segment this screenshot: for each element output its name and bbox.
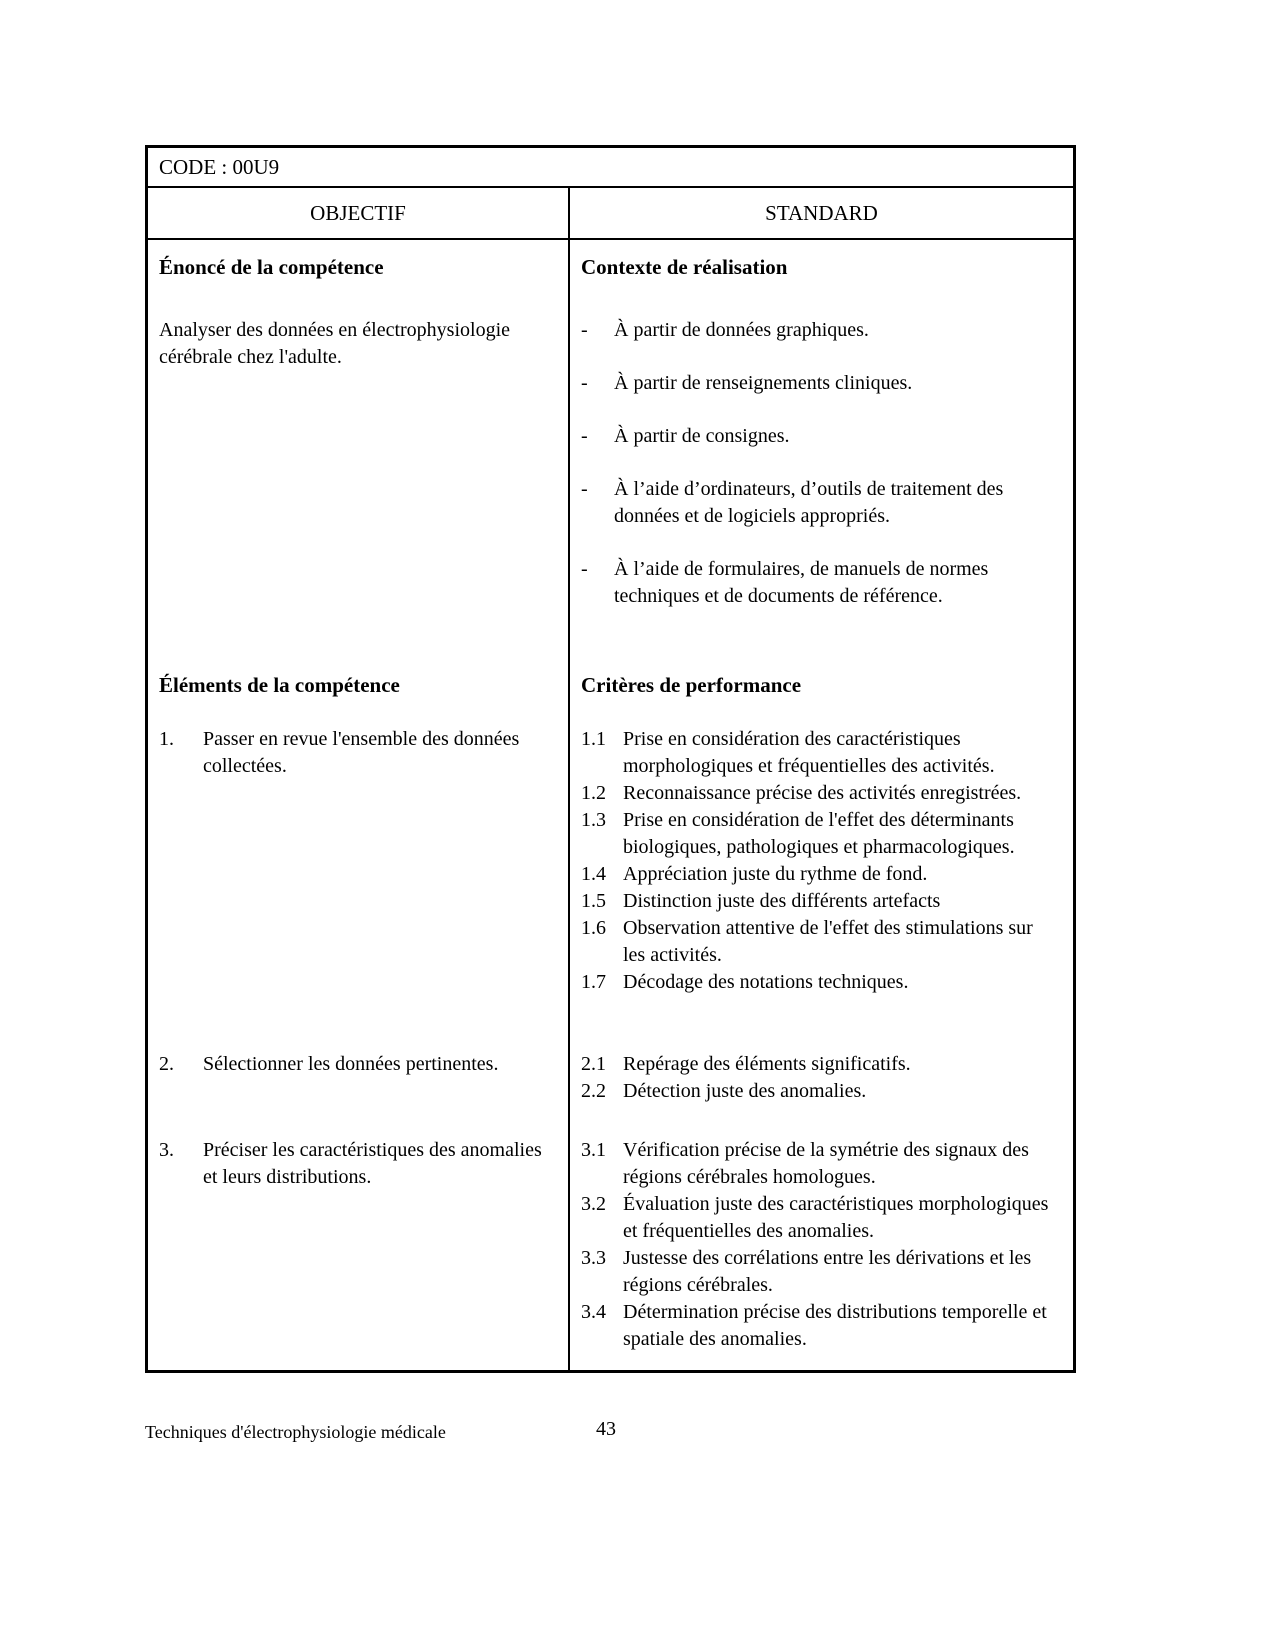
criterion-number: 1.3 [581,809,606,831]
element-item [159,1051,552,1078]
criterion-text: Reconnaissance précise des activités enregistrées. [623,782,1022,804]
table-body [148,240,1073,1370]
footer-document-title: Techniques d'électrophysiologie médicale [145,1422,446,1442]
heading-contexte-realisation: Contexte de réalisation [581,255,788,279]
criterion-number: 3.4 [581,1301,606,1323]
cell-enonce [148,240,570,668]
criterion-text: Distinction juste des différents artefacts [623,890,941,912]
criterion-number: 3.3 [581,1247,606,1269]
item-number: 1. [159,728,174,750]
context-item [581,370,1057,397]
dash-bullet: - [581,425,588,447]
section-element-3 [148,1131,1073,1370]
dash-bullet: - [581,372,588,394]
criterion-item [581,861,1057,888]
element-item-text: Préciser les caractéristiques des anomalies et leurs distributions. [203,1139,542,1188]
criterion-text: Vérification précise de la symétrie des signaux des régions cérébrales homologues. [623,1139,1029,1188]
criterion-number: 2.1 [581,1053,606,1075]
criterion-text: Prise en considération des caractéristiques morphologiques et fréquentielles des activités. [623,728,995,777]
column-header-row [148,188,1073,240]
criterion-text: Détermination précise des distributions temporelle et spatiale des anomalies. [623,1301,1047,1350]
context-item [581,317,1057,344]
criterion-text: Détection juste des anomalies. [623,1080,867,1102]
item-number: 2. [159,1053,174,1075]
context-item-text: À l’aide de formulaires, de manuels de normes techniques et de documents de référence. [614,558,989,607]
criterion-item [581,969,1057,996]
criterion-item [581,915,1057,969]
column-header-standard: STANDARD [765,200,878,225]
criterion-number: 1.6 [581,917,606,939]
competency-table [145,145,1076,1373]
section-subheadings [148,668,1073,720]
context-item [581,476,1057,530]
criterion-number: 2.2 [581,1080,606,1102]
criterion-item [581,1245,1057,1299]
criterion-text: Repérage des éléments significatifs. [623,1053,911,1075]
criterion-number: 1.7 [581,971,606,993]
element-item-text: Passer en revue l'ensemble des données collectées. [203,728,520,777]
cell-contexte [570,240,1073,668]
cell-elements-heading [148,668,570,720]
item-number: 3. [159,1139,174,1161]
cell-element-2 [148,1043,570,1131]
cell-criteria-group-1 [570,720,1073,1043]
page-number: 43 [596,1418,616,1440]
heading-elements-competence: Éléments de la compétence [159,673,400,697]
cell-criteria-group-2 [570,1043,1073,1131]
criterion-item [581,1051,1057,1078]
criterion-text: Évaluation juste des caractéristiques morphologiques et fréquentielles des anomalies. [623,1193,1049,1242]
criterion-text: Observation attentive de l'effet des stimulations sur les activités. [623,917,1033,966]
context-item [581,556,1057,610]
dash-bullet: - [581,558,588,580]
context-list [581,317,1057,610]
code-label: CODE : 00U9 [159,154,280,179]
criterion-number: 3.2 [581,1193,606,1215]
criterion-item [581,726,1057,780]
criterion-number: 3.1 [581,1139,606,1161]
criterion-number: 1.4 [581,863,606,885]
competency-statement: Analyser des données en électrophysiologie cérébrale chez l'adulte. [159,319,511,368]
dash-bullet: - [581,478,588,500]
criterion-item [581,1078,1057,1105]
element-item-text: Sélectionner les données pertinentes. [203,1053,499,1075]
section-element-1 [148,720,1073,1043]
criterion-number: 1.5 [581,890,606,912]
criterion-item [581,780,1057,807]
section-element-2 [148,1043,1073,1131]
column-header-objectif: OBJECTIF [148,188,570,238]
criterion-text: Décodage des notations techniques. [623,971,909,993]
section-statement-context [148,240,1073,668]
cell-element-1 [148,720,570,1043]
element-item [159,726,552,780]
cell-element-3 [148,1131,570,1370]
criterion-text: Justesse des corrélations entre les dérivations et les régions cérébrales. [623,1247,1032,1296]
criterion-item [581,1299,1057,1353]
context-item [581,423,1057,450]
criterion-item [581,1191,1057,1245]
dash-bullet: - [581,319,588,341]
criterion-item [581,888,1057,915]
criterion-text: Prise en considération de l'effet des déterminants biologiques, pathologiques et pharmacologiques. [623,809,1015,858]
context-item-text: À partir de données graphiques. [614,319,869,341]
criterion-text: Appréciation juste du rythme de fond. [623,863,928,885]
context-item-text: À l’aide d’ordinateurs, d’outils de traitement des données et de logiciels appropriés. [614,478,1004,527]
context-item-text: À partir de consignes. [614,425,790,447]
cell-criteria-group-3 [570,1131,1073,1370]
element-item [159,1137,552,1191]
criterion-number: 1.2 [581,782,606,804]
code-row [148,148,1073,188]
criterion-number: 1.1 [581,728,606,750]
cell-criteres-heading [570,668,1073,720]
heading-criteres-performance: Critères de performance [581,673,802,697]
criterion-item [581,1137,1057,1191]
criterion-item [581,807,1057,861]
heading-enonce-competence: Énoncé de la compétence [159,255,384,279]
context-item-text: À partir de renseignements cliniques. [614,372,913,394]
